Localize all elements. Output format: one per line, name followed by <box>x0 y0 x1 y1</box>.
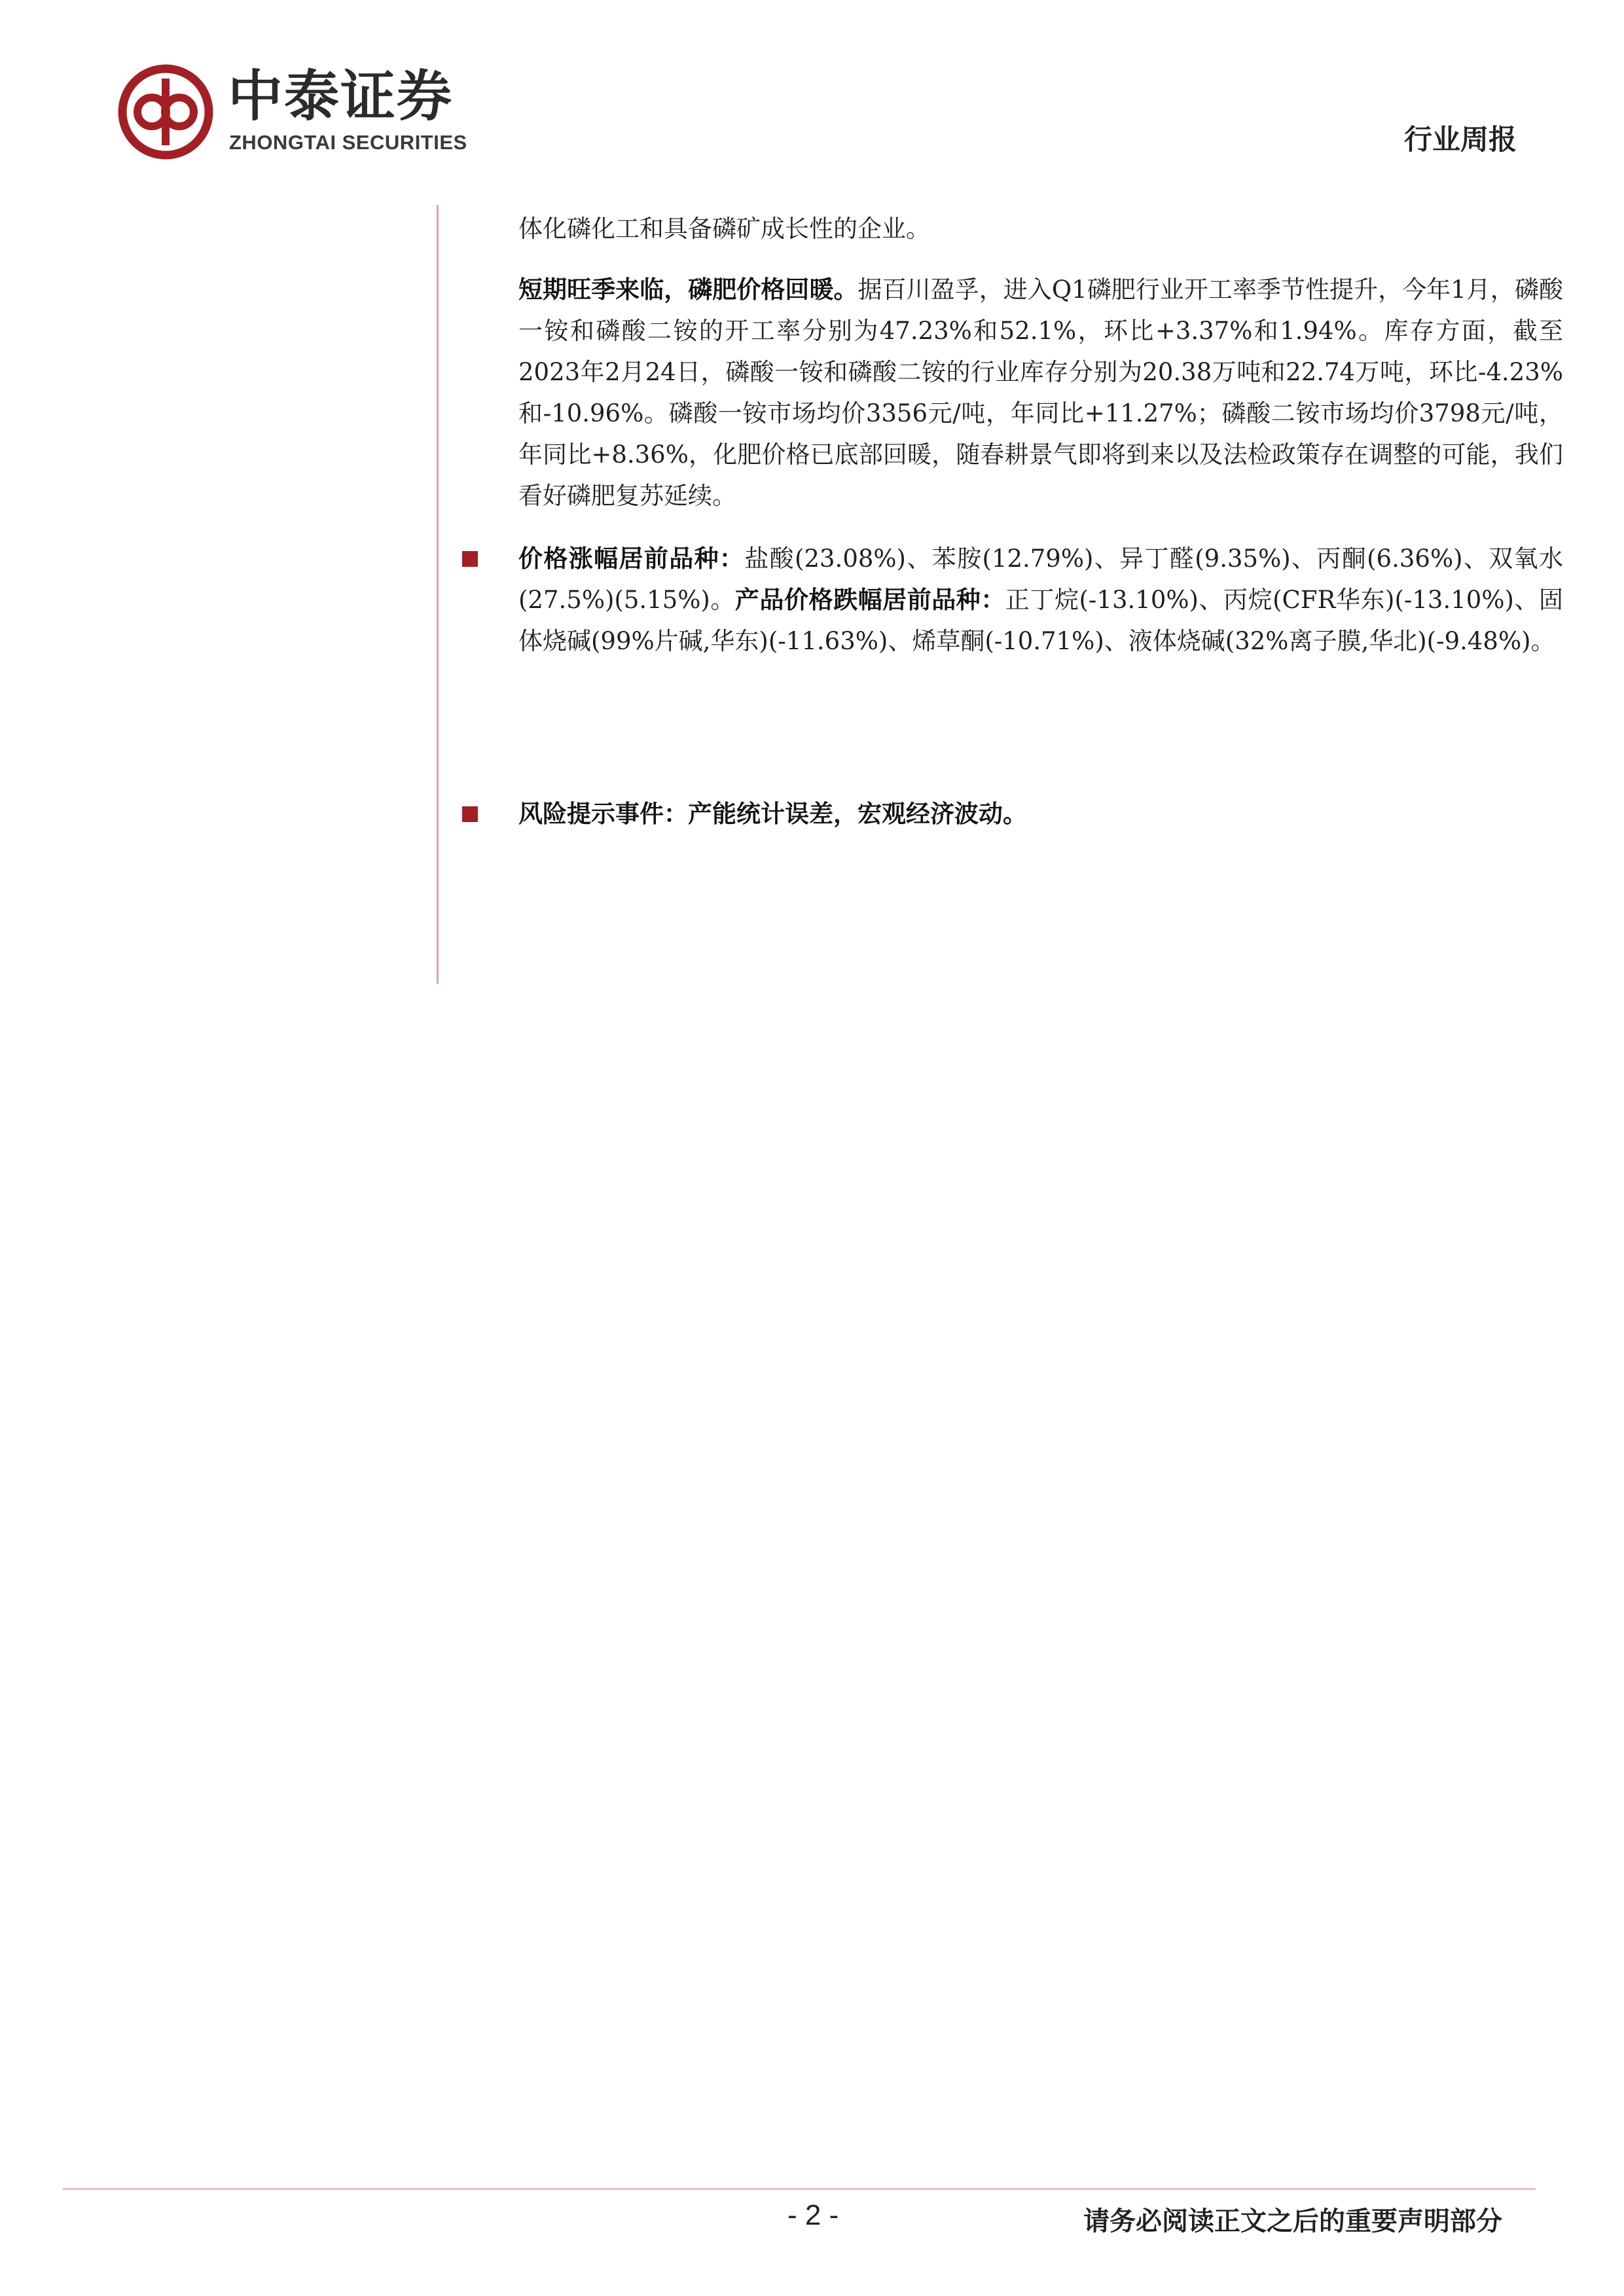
paragraph-phosphate-fertilizer <box>518 269 1563 516</box>
left-margin-rule <box>437 205 439 984</box>
losers-text: 正丁烷(-13.10%)、丙烷(CFR华东)(-13.10%)、固体烧碱(99%片碱,华东)(-11.63%)、烯草酮(-10.71%)、液体烧碱(32%离子膜,华北)(-9.48%)。 <box>518 586 1563 655</box>
logo-english-name: ZHONGTAI SECURITIES <box>229 131 467 154</box>
logo-chinese-name: 中泰证券 <box>228 64 454 128</box>
zhongtai-logo-icon <box>118 64 213 160</box>
report-type-label: 行业周报 <box>1404 124 1517 156</box>
risk-warning-text: 风险提示事件：产能统计误差，宏观经济波动。 <box>518 800 1027 828</box>
paragraph-lead-losers: 产品价格跌幅居前品种： <box>734 586 1005 614</box>
paragraph-risk-warning <box>518 793 1563 834</box>
bullet-square-icon <box>462 806 478 822</box>
footer-divider <box>63 2188 1536 2190</box>
paragraph-text: 体化磷化工和具备磷矿成长性的企业。 <box>518 215 930 243</box>
page-number: - 2 - <box>787 2199 839 2231</box>
gainers-text: 盐酸(23.08%)、苯胺(12.79%)、异丁醛(9.35%)、丙酮(6.36%)、双氧水(27.5%)(5.15%)。 <box>518 545 1563 614</box>
bullet-square-icon <box>462 551 478 567</box>
company-logo <box>118 64 484 162</box>
paragraph-text: 据百川盈孚，进入Q1磷肥行业开工率季节性提升，今年1月，磷酸一铵和磷酸二铵的开工率分别为47.23%和52.1%，环比+3.37%和1.94%。库存方面，截至2023年2月24日，磷酸一铵和磷酸二铵的行业库存分别为20.38万吨和22.74万吨，环比-4.23%和-10.96%。磷酸一铵市场均价3356元/吨，年同比+11.27%；磷酸二铵市场均价3798元/吨，年同比+8.36%，化肥价格已底部回暖，随春耕景气即将到来以及法检政策存在调整的可能，我们看好磷肥复苏延续。 <box>518 276 1563 510</box>
paragraph-continuation <box>518 208 1563 249</box>
footer-disclaimer: 请务必阅读正文之后的重要声明部分 <box>1083 2206 1502 2236</box>
paragraph-lead-gainers: 价格涨幅居前品种： <box>518 545 745 573</box>
paragraph-lead: 短期旺季来临，磷肥价格回暖。 <box>518 276 858 304</box>
paragraph-price-movers <box>518 538 1563 662</box>
